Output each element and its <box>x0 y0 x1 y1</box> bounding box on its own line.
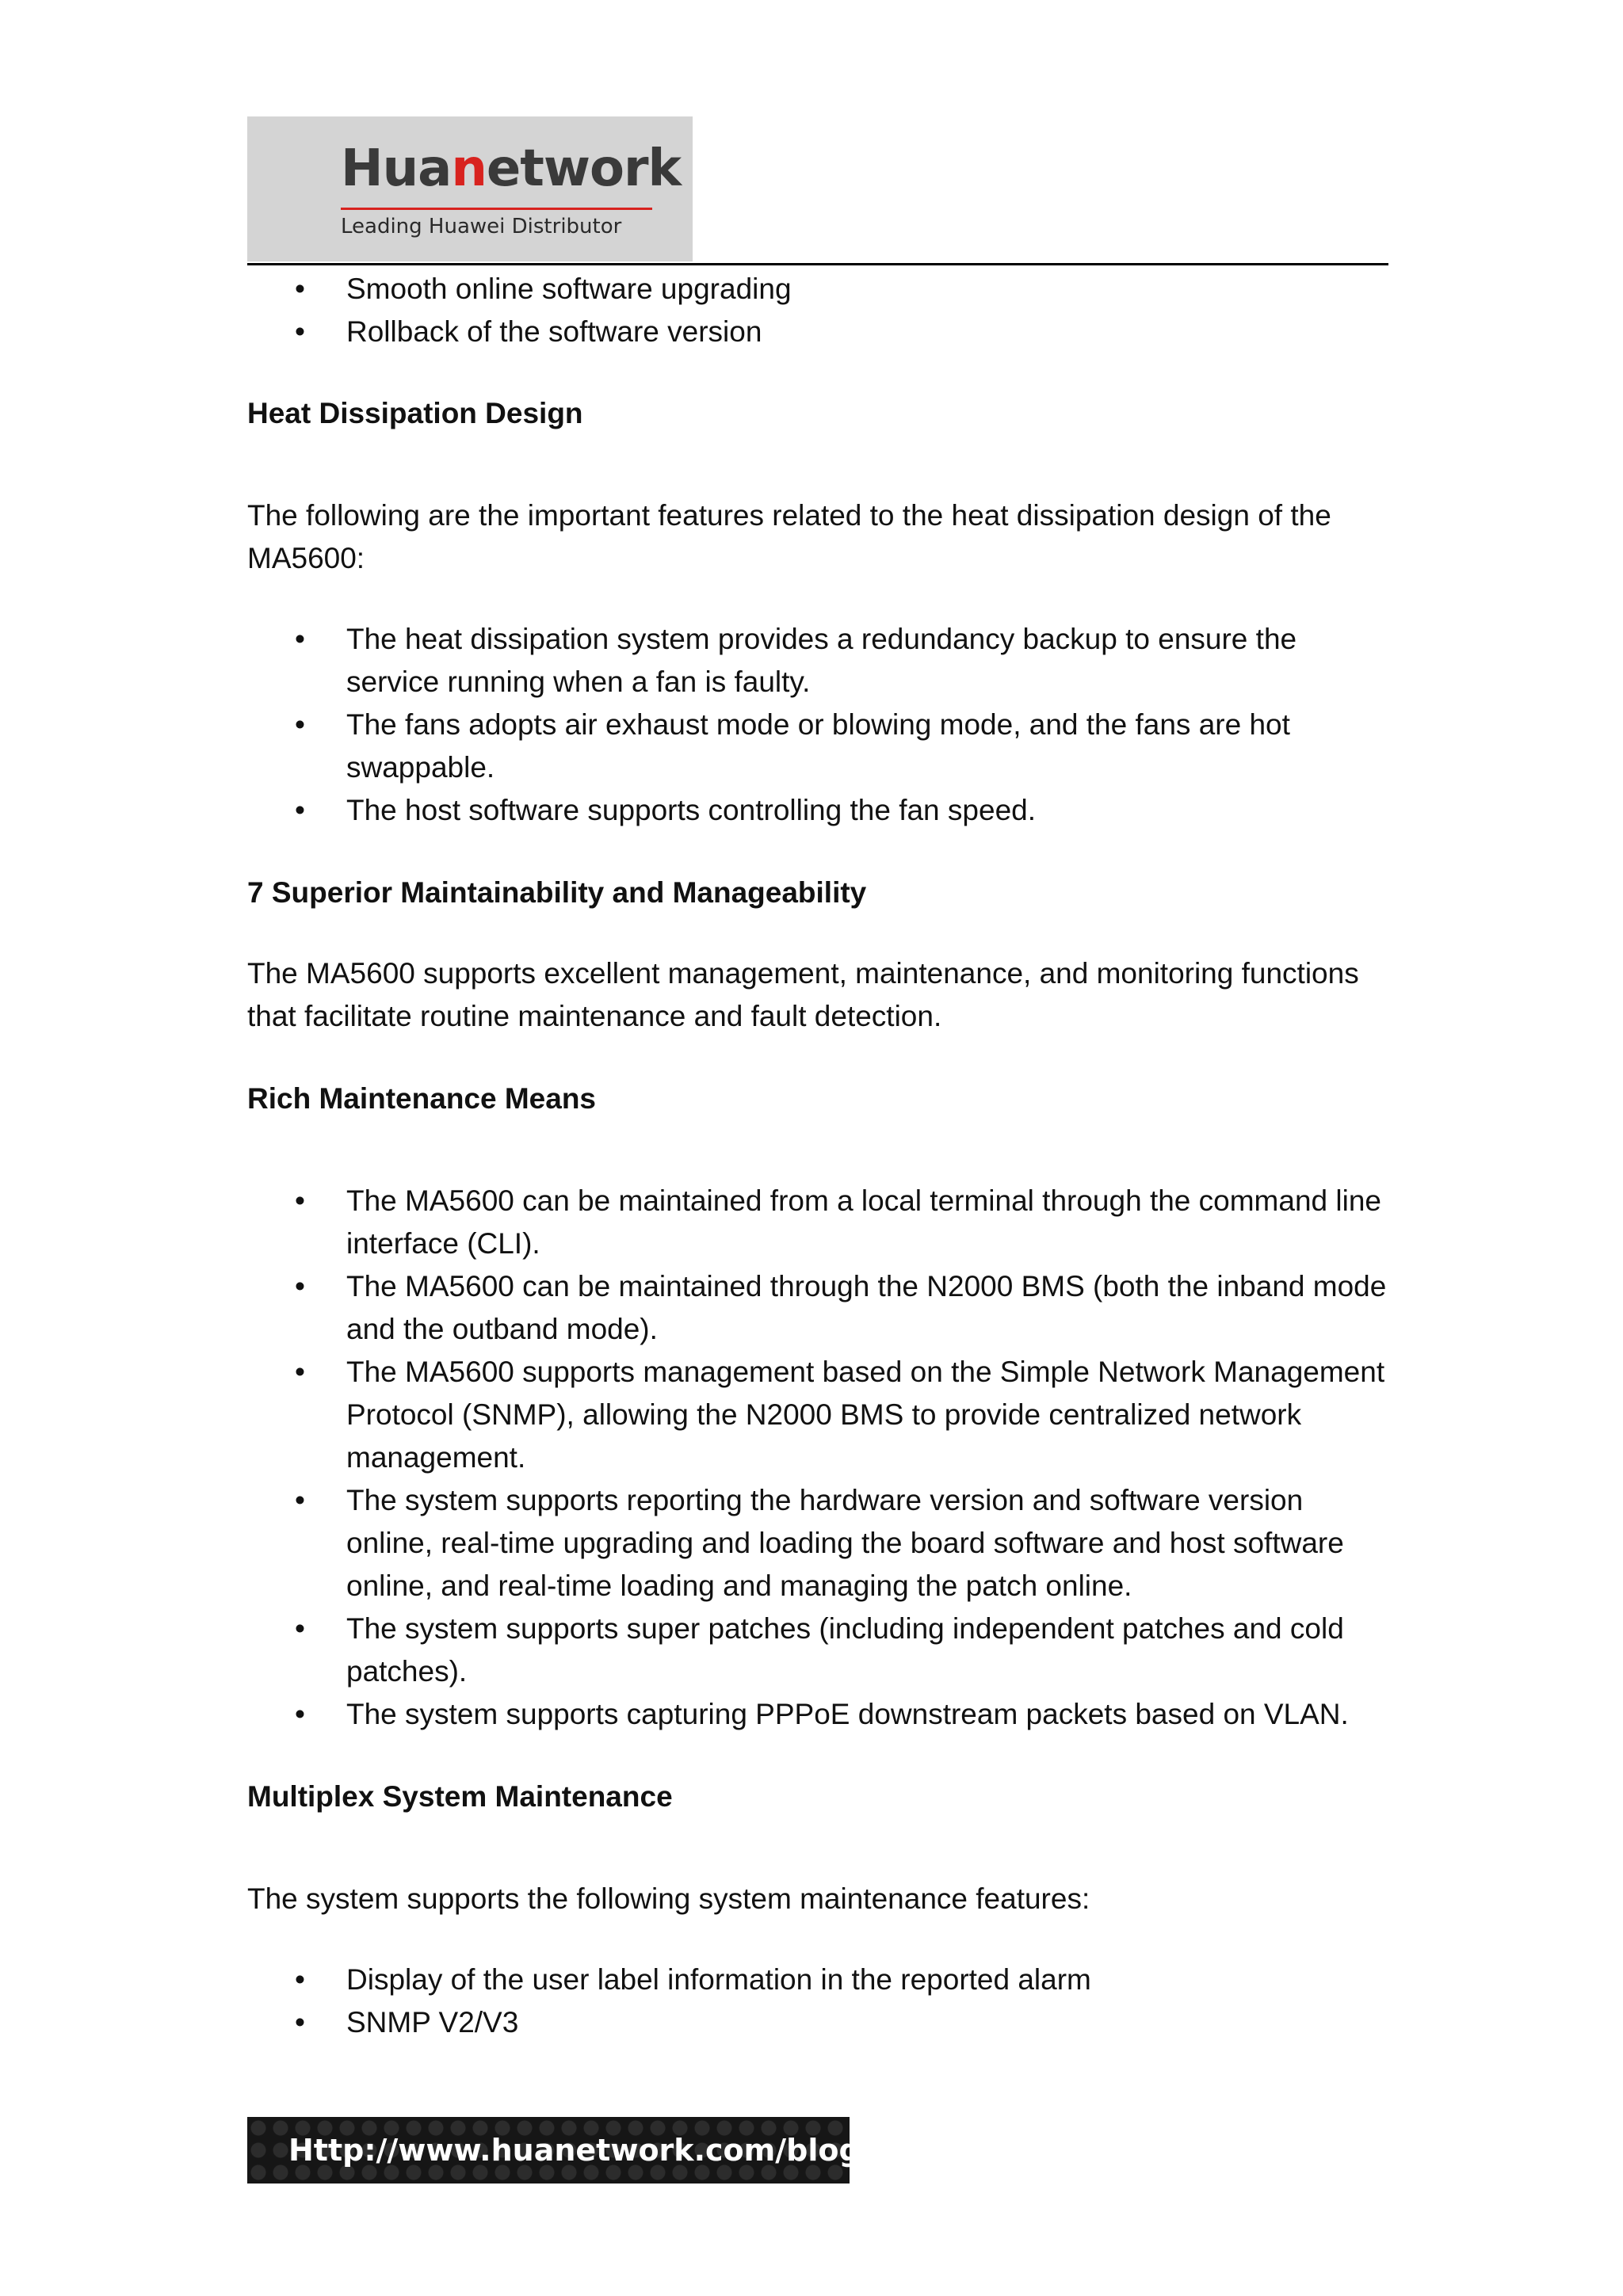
list-item: • The MA5600 can be maintained from a local terminal through the command line interface (CLI). <box>295 1184 1381 1260</box>
heat-dissipation-intro: The following are the important features related to the heat dissipation design of the MA5600: <box>247 499 1331 574</box>
logo-underline <box>341 208 652 210</box>
list-item: • Smooth online software upgrading <box>295 273 792 305</box>
upgrade-list <box>247 268 1388 353</box>
list-item: • The fans adopts air exhaust mode or blowing mode, and the fans are hot swappable. <box>295 708 1290 784</box>
rich-maintenance-heading: Rich Maintenance Means <box>247 1082 597 1115</box>
list-item: • Display of the user label information in the reported alarm <box>295 1963 1091 1996</box>
multiplex-maintenance-heading: Multiplex System Maintenance <box>247 1780 673 1813</box>
logo-tagline: Leading Huawei Distributor <box>341 215 622 238</box>
footer-url-banner <box>247 2117 861 2183</box>
list-item: • The host software supports controlling the fan speed. <box>295 794 1037 826</box>
list-item: • The heat dissipation system provides a redundancy backup to ensure the service running when a fan is faulty. <box>295 623 1297 698</box>
list-item: • The MA5600 supports management based on the Simple Network Management Protocol (SNMP), allowing the N2000 BMS to provide centralized network management. <box>295 1356 1385 1474</box>
list-item: • The system supports super patches (including independent patches and cold patches). <box>295 1612 1344 1688</box>
list-item: • The system supports capturing PPPoE downstream packets based on VLAN. <box>295 1698 1349 1730</box>
superior-maintainability-intro: The MA5600 supports excellent management, maintenance, and monitoring functions that facilitate routine maintenance and fault detection. <box>247 957 1359 1032</box>
multiplex-maintenance-list <box>247 1958 1388 2044</box>
list-item: • The MA5600 can be maintained through the N2000 BMS (both the inband mode and the outband mode). <box>295 1270 1387 1345</box>
rich-maintenance-list <box>247 1180 1388 1736</box>
footer-url: Http://www.huanetwork.com/blog <box>288 2133 861 2168</box>
list-item: • Rollback of the software version <box>295 315 762 348</box>
heat-dissipation-list <box>247 618 1388 832</box>
multiplex-maintenance-intro: The system supports the following system maintenance features: <box>247 1882 1090 1915</box>
header-divider <box>247 263 1388 265</box>
list-item: • SNMP V2/V3 <box>295 2006 519 2039</box>
document-body <box>247 268 1388 2044</box>
huanetwork-logo <box>247 116 693 261</box>
logo-wordmark: Huanetwork <box>341 139 682 198</box>
heat-dissipation-heading: Heat Dissipation Design <box>247 397 583 429</box>
list-item: • The system supports reporting the hardware version and software version online, real-time upgrading and loading the board software and host software online, and real-time loading and managing the patch online. <box>295 1484 1344 1602</box>
superior-maintainability-heading: 7 Superior Maintainability and Manageability <box>247 876 867 909</box>
